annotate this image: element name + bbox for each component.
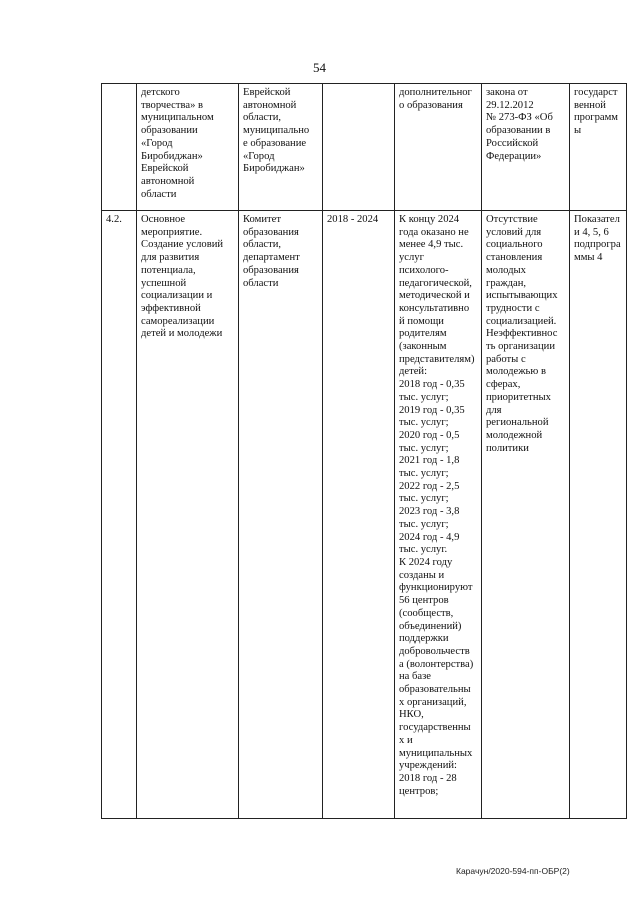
consequences-cell: закона от 29.12.2012 № 273-ФЗ «Об образовании в Российской Федерации» — [482, 84, 570, 211]
indicators-cell: Показател и 4, 5, 6 подпрогра ммы 4 — [570, 211, 627, 819]
row-number-cell — [102, 84, 137, 211]
result-cell: К концу 2024 года оказано не менее 4,9 тыс. услуг психолого- педагогической, методической и консультативно й помощи родителям (законным представителям) детей: 2018 год - 0,35 тыс. услуг; 2019 год - 0,35 тыс. услуг; 2020 год - 0,5 тыс. услуг; 2021 год - 1,8 тыс. услуг; 2022 год - 2,5 тыс. услуг; 2023 год - 3,8 тыс. услуг; 2024 год - 4,9 тыс. услуг. К 2024 году созданы и функционируют 56 центров (сообществ, объединений) поддержки добровольчеств а (волонтерства) на базе образовательны х организаций, НКО, государственны х и муниципальных учреждений: 2018 год - 28 центров; — [395, 211, 482, 819]
consequences-cell: Отсутствие условий для социального становления молодых граждан, испытывающих трудности с социализацией. Неэффективнос ть организации работы с молодежью в сферах, приоритетных для региональной молодежной политики — [482, 211, 570, 819]
table-row — [102, 211, 627, 819]
executor-cell: Еврейской автономной области, муниципально е образование «Город Биробиджан» — [239, 84, 323, 211]
page-number: 54 — [313, 60, 326, 75]
executor-cell: Комитет образования области, департамент образования области — [239, 211, 323, 819]
document-footer-code: Карачун/2020-594-пп-ОБР(2) — [456, 866, 570, 876]
result-cell: дополнительног о образования — [395, 84, 482, 211]
row-number-cell: 4.2. — [102, 211, 137, 819]
period-cell: 2018 - 2024 — [323, 211, 395, 819]
program-activities-table — [101, 83, 627, 819]
period-cell — [323, 84, 395, 211]
measure-cell: Основное мероприятие. Создание условий для развития потенциала, успешной социализации и эффективной самореализации детей и молодежи — [137, 211, 239, 819]
indicators-cell: государст венной программ ы — [570, 84, 627, 211]
measure-cell: детского творчества» в муниципальном образовании «Город Биробиджан» Еврейской автономной области — [137, 84, 239, 211]
table-row — [102, 84, 627, 211]
